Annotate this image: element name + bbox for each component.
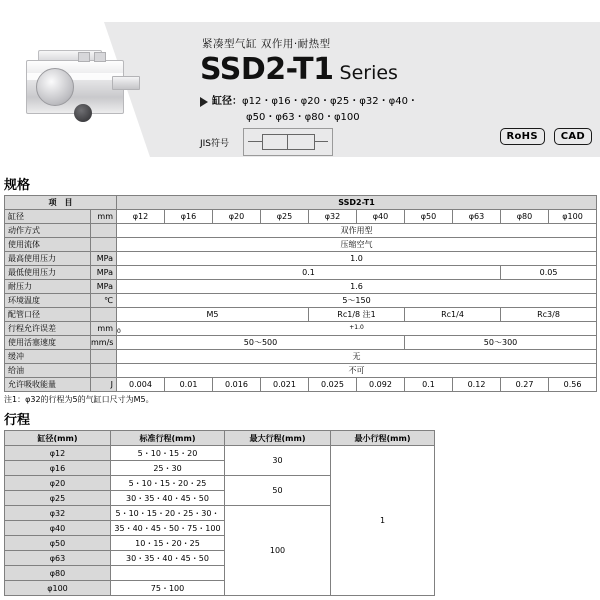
jis-symbol-label: JIS符号 — [200, 139, 230, 149]
spec-section-title: 规格 — [4, 178, 31, 193]
table-row — [5, 446, 435, 461]
spec-footnote: 注1：φ32的行程为5的气缸口尺寸为M5。 — [4, 395, 154, 404]
table-row — [5, 336, 597, 350]
stroke-bore: φ12 — [5, 446, 111, 461]
row-value-lubrication: 不可 — [117, 364, 597, 378]
table-row — [5, 431, 435, 446]
rohs-badge: RoHS — [500, 128, 545, 145]
stroke-bore: φ25 — [5, 491, 111, 506]
cad-badge: CAD — [554, 128, 592, 145]
table-row — [5, 308, 597, 322]
bore-label: 缸径： — [212, 96, 242, 107]
stroke-bore: φ32 — [5, 506, 111, 521]
jis-symbol-diagram — [243, 128, 333, 156]
row-unit-cushion — [91, 350, 117, 364]
bore-cell: φ80 — [501, 210, 549, 224]
stroke-table — [4, 430, 435, 596]
table-row — [5, 224, 597, 238]
bore-cell: φ100 — [549, 210, 597, 224]
energy-cell: 0.27 — [501, 378, 549, 392]
bore-cell: φ20 — [213, 210, 261, 224]
bore-cell: φ16 — [165, 210, 213, 224]
table-row — [5, 252, 597, 266]
table-row — [5, 280, 597, 294]
row-unit-port-size — [91, 308, 117, 322]
row-unit-min-pressure: MPa — [91, 266, 117, 280]
energy-cell: 0.01 — [165, 378, 213, 392]
row-label-max-pressure: 最高使用压力 — [5, 252, 91, 266]
certification-badges — [494, 128, 593, 145]
row-unit-bore: mm — [91, 210, 117, 224]
table-row — [5, 266, 597, 280]
bore-values-line2: φ50・φ63・φ80・φ100 — [246, 112, 360, 123]
stroke-bore: φ50 — [5, 536, 111, 551]
stroke-section-title: 行程 — [4, 413, 31, 428]
stroke-bore: φ63 — [5, 551, 111, 566]
cylinder-rod — [112, 76, 140, 90]
product-subtitle: 紧凑型气缸 双作用·耐热型 — [202, 38, 331, 50]
row-label-proof-pressure: 耐压力 — [5, 280, 91, 294]
row-unit-action — [91, 224, 117, 238]
row-unit-energy: J — [91, 378, 117, 392]
stroke-header-bore: 缸径(mm) — [5, 431, 111, 446]
row-label-temperature: 环境温度 — [5, 294, 91, 308]
energy-cell: 0.092 — [357, 378, 405, 392]
row-unit-max-pressure: MPa — [91, 252, 117, 266]
page-title — [200, 52, 398, 87]
row-unit-lubrication — [91, 364, 117, 378]
energy-cell: 0.016 — [213, 378, 261, 392]
energy-cell: 0.12 — [453, 378, 501, 392]
energy-cell: 0.1 — [405, 378, 453, 392]
product-series: Series — [339, 62, 398, 84]
table-row — [5, 210, 597, 224]
row-value-stroke-tolerance — [117, 322, 597, 336]
stroke-bore: φ20 — [5, 476, 111, 491]
energy-cell: 0.004 — [117, 378, 165, 392]
row-unit-fluid — [91, 238, 117, 252]
tolerance-lower: 0 — [117, 327, 121, 335]
bore-cell: φ12 — [117, 210, 165, 224]
port-size-m5: M5 — [117, 308, 309, 322]
stroke-standard — [111, 566, 225, 581]
piston-speed-a: 50～500 — [117, 336, 405, 350]
spec-model-header: SSD2-T1 — [117, 196, 597, 210]
cylinder-front-face — [36, 68, 74, 106]
row-value-max-pressure: 1.0 — [117, 252, 597, 266]
energy-cell: 0.021 — [261, 378, 309, 392]
bore-cell: φ50 — [405, 210, 453, 224]
stroke-min: 1 — [331, 446, 435, 596]
table-row — [5, 238, 597, 252]
stroke-max-100: 100 — [225, 506, 331, 596]
row-value-temperature: 5～150 — [117, 294, 597, 308]
row-label-lubrication: 给油 — [5, 364, 91, 378]
row-value-min-pressure-b: 0.05 — [501, 266, 597, 280]
row-label-stroke-tolerance: 行程允许误差 — [5, 322, 91, 336]
row-label-min-pressure: 最低使用压力 — [5, 266, 91, 280]
row-label-port-size: 配管口径 — [5, 308, 91, 322]
piston-speed-b: 50～300 — [405, 336, 597, 350]
cylinder-port-a — [78, 52, 90, 62]
tolerance-upper: +1.0 — [349, 324, 364, 331]
stroke-bore: φ100 — [5, 581, 111, 596]
product-model: SSD2-T1 — [200, 52, 334, 87]
row-label-energy: 允许吸收能量 — [5, 378, 91, 392]
row-label-bore: 缸径 — [5, 210, 91, 224]
row-unit-temperature: ℃ — [91, 294, 117, 308]
cylinder-bore-hole — [74, 104, 92, 122]
stroke-max-30: 30 — [225, 446, 331, 476]
stroke-standard: 25・30 — [111, 461, 225, 476]
triangle-bullet-icon — [200, 97, 208, 107]
energy-cell: 0.025 — [309, 378, 357, 392]
stroke-bore: φ80 — [5, 566, 111, 581]
stroke-standard: 5・10・15・20 — [111, 446, 225, 461]
table-row — [5, 378, 597, 392]
table-row — [5, 364, 597, 378]
bore-cell: φ63 — [453, 210, 501, 224]
bore-cell: φ32 — [309, 210, 357, 224]
row-unit-stroke-tolerance: mm — [91, 322, 117, 336]
spec-item-header: 项 目 — [5, 196, 117, 210]
row-label-piston-speed: 使用活塞速度 — [5, 336, 91, 350]
stroke-max-50: 50 — [225, 476, 331, 506]
bore-list — [200, 92, 500, 107]
stroke-bore: φ40 — [5, 521, 111, 536]
stroke-standard: 10・15・20・25 — [111, 536, 225, 551]
stroke-standard: 30・35・40・45・50 — [111, 551, 225, 566]
row-unit-proof-pressure: MPa — [91, 280, 117, 294]
row-label-action: 动作方式 — [5, 224, 91, 238]
row-value-min-pressure-a: 0.1 — [117, 266, 501, 280]
bore-cell: φ25 — [261, 210, 309, 224]
row-value-fluid: 压缩空气 — [117, 238, 597, 252]
bore-values-line1: φ12・φ16・φ20・φ25・φ32・φ40・ — [242, 96, 418, 107]
row-value-action: 双作用型 — [117, 224, 597, 238]
product-photo — [8, 42, 148, 128]
bore-cell: φ40 — [357, 210, 405, 224]
product-header — [0, 0, 600, 170]
row-label-fluid: 使用流体 — [5, 238, 91, 252]
energy-cell: 0.56 — [549, 378, 597, 392]
stroke-standard: 5・10・15・20・25 — [111, 476, 225, 491]
port-size-rc38: Rc3/8 — [501, 308, 597, 322]
stroke-header-min: 最小行程(mm) — [331, 431, 435, 446]
specifications-table — [4, 195, 597, 392]
cylinder-port-b — [94, 52, 106, 62]
stroke-header-standard: 标准行程(mm) — [111, 431, 225, 446]
stroke-header-max: 最大行程(mm) — [225, 431, 331, 446]
table-row — [5, 322, 597, 336]
stroke-standard: 30・35・40・45・50 — [111, 491, 225, 506]
row-value-proof-pressure: 1.6 — [117, 280, 597, 294]
stroke-standard: 35・40・45・50・75・100 — [111, 521, 225, 536]
stroke-standard: 5・10・15・20・25・30・ — [111, 506, 225, 521]
row-unit-piston-speed: mm/s — [91, 336, 117, 350]
table-row — [5, 294, 597, 308]
port-size-rc18: Rc1/8 注1 — [309, 308, 405, 322]
port-size-rc14: Rc1/4 — [405, 308, 501, 322]
table-row — [5, 196, 597, 210]
row-value-cushion: 无 — [117, 350, 597, 364]
stroke-standard: 75・100 — [111, 581, 225, 596]
row-label-cushion: 缓冲 — [5, 350, 91, 364]
stroke-bore: φ16 — [5, 461, 111, 476]
table-row — [5, 350, 597, 364]
